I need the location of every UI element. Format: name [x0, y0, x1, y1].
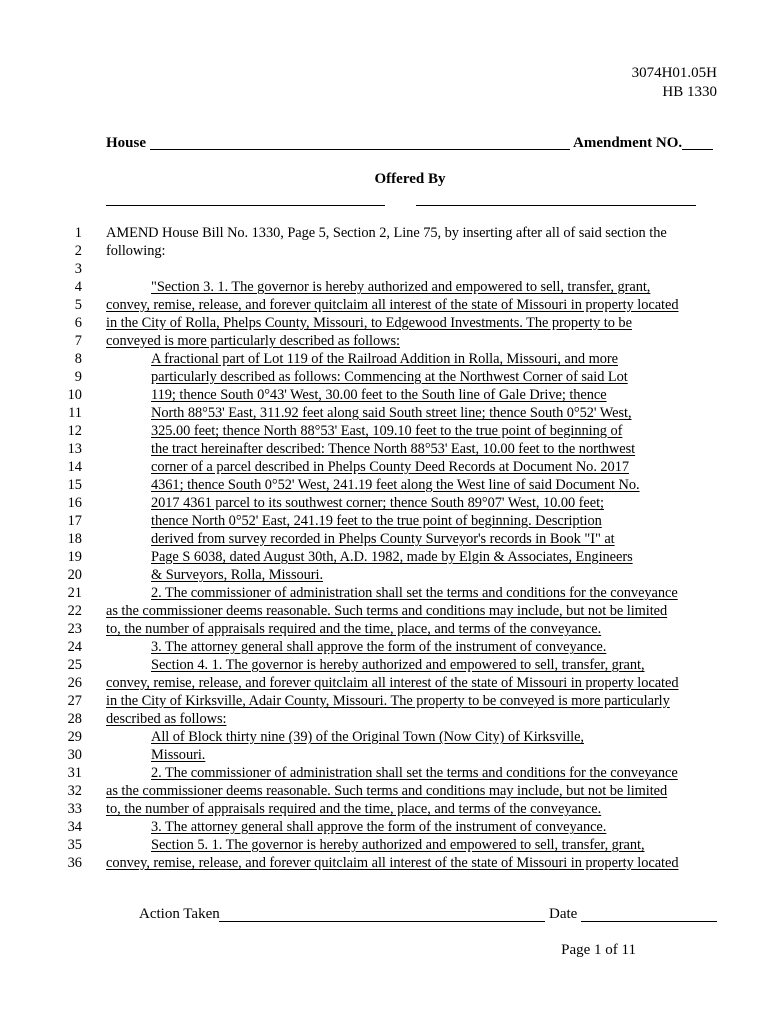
numbered-line — [0, 260, 770, 278]
bill-code: 3074H01.05H — [631, 65, 717, 81]
line-number: 1 — [74, 225, 82, 241]
line-text: North 88°53' East, 311.92 feet along said South street line; thence South 0°52' West, — [151, 405, 632, 421]
line-number: 5 — [74, 297, 82, 313]
line-text: thence North 0°52' East, 241.19 feet to the true point of beginning. Description — [151, 513, 602, 529]
line-text: 2. The commissioner of administration shall set the terms and conditions for the conveyance — [151, 585, 678, 601]
line-number: 16 — [67, 495, 82, 511]
page-number: Page 1 of 11 — [561, 942, 636, 958]
line-text: Section 5. 1. The governor is hereby authorized and empowered to sell, transfer, grant, — [151, 837, 645, 853]
line-text: as the commissioner deems reasonable. Such terms and conditions may include, but not be limited — [106, 783, 668, 799]
numbered-line — [0, 494, 770, 512]
line-number: 29 — [67, 729, 82, 745]
house-blank-rule — [150, 149, 570, 150]
bill-identifier — [632, 64, 717, 102]
numbered-line — [0, 296, 770, 314]
amendment-number-blank — [682, 149, 713, 150]
line-number: 32 — [67, 783, 82, 799]
numbered-line — [0, 854, 770, 872]
line-number: 21 — [67, 585, 82, 601]
line-number: 17 — [67, 513, 82, 529]
line-number: 23 — [67, 621, 82, 637]
line-text: 3. The attorney general shall approve the form of the instrument of conveyance. — [151, 819, 607, 835]
bill-number: HB 1330 — [662, 84, 717, 100]
line-text: "Section 3. 1. The governor is hereby authorized and empowered to sell, transfer, grant, — [151, 279, 651, 295]
line-number: 34 — [67, 819, 82, 835]
numbered-line — [0, 386, 770, 404]
line-number: 11 — [68, 405, 82, 421]
line-text: in the City of Kirksville, Adair County, Missouri. The property to be conveyed is more particularly — [106, 693, 670, 709]
offered-by-signature-rule-right — [416, 205, 696, 206]
action-taken-label: Action Taken — [139, 906, 220, 922]
numbered-line — [0, 818, 770, 836]
line-number: 7 — [74, 333, 82, 349]
line-number: 28 — [67, 711, 82, 727]
numbered-line — [0, 368, 770, 386]
numbered-line — [0, 836, 770, 854]
line-text: All of Block thirty nine (39) of the Original Town (Now City) of Kirksville, — [151, 729, 584, 745]
date-blank — [581, 921, 717, 922]
numbered-line — [0, 620, 770, 638]
line-number: 3 — [74, 261, 82, 277]
line-number: 30 — [67, 747, 82, 763]
line-text: 2017 4361 parcel to its southwest corner; thence South 89°07' West, 10.00 feet; — [151, 495, 604, 511]
line-number: 18 — [67, 531, 82, 547]
line-number: 6 — [74, 315, 82, 331]
numbered-line — [0, 332, 770, 350]
line-number: 25 — [67, 657, 82, 673]
numbered-line — [0, 782, 770, 800]
line-number: 2 — [74, 243, 82, 259]
line-text: 325.00 feet; thence North 88°53' East, 109.10 feet to the true point of beginning of — [151, 423, 623, 439]
line-text: described as follows: — [106, 711, 227, 727]
line-text: 3. The attorney general shall approve the form of the instrument of conveyance. — [151, 639, 607, 655]
line-text: convey, remise, release, and forever quitclaim all interest of the state of Missouri in property located — [106, 855, 679, 871]
numbered-line — [0, 530, 770, 548]
line-number: 10 — [67, 387, 82, 403]
line-number: 35 — [67, 837, 82, 853]
numbered-line — [0, 224, 770, 242]
numbered-line — [0, 512, 770, 530]
line-number: 13 — [67, 441, 82, 457]
line-number: 12 — [67, 423, 82, 439]
line-number: 27 — [67, 693, 82, 709]
line-number: 20 — [67, 567, 82, 583]
line-text: the tract hereinafter described: Thence North 88°53' East, 10.00 feet to the northwest — [151, 441, 636, 457]
line-text: as the commissioner deems reasonable. Such terms and conditions may include, but not be limited — [106, 603, 668, 619]
numbered-line — [0, 566, 770, 584]
numbered-line — [0, 728, 770, 746]
line-text: to, the number of appraisals required and the time, place, and terms of the conveyance. — [106, 801, 602, 817]
line-number: 33 — [67, 801, 82, 817]
line-text: particularly described as follows: Commencing at the Northwest Corner of said Lot — [151, 369, 628, 385]
house-label: House — [106, 135, 147, 151]
numbered-line — [0, 674, 770, 692]
offered-by-signature-rule-left — [106, 205, 385, 206]
numbered-line — [0, 548, 770, 566]
line-text: corner of a parcel described in Phelps County Deed Records at Document No. 2017 — [151, 459, 629, 475]
line-text: Section 4. 1. The governor is hereby authorized and empowered to sell, transfer, grant, — [151, 657, 645, 673]
numbered-line — [0, 440, 770, 458]
numbered-line — [0, 746, 770, 764]
line-number: 36 — [67, 855, 82, 871]
line-text: Page S 6038, dated August 30th, A.D. 1982, made by Elgin & Associates, Engineers — [151, 549, 633, 565]
date-label: Date — [549, 906, 578, 922]
line-text: derived from survey recorded in Phelps County Surveyor's records in Book "I" at — [151, 531, 615, 547]
line-text: 119; thence South 0°43' West, 30.00 feet to the South line of Gale Drive; thence — [151, 387, 607, 403]
line-number: 9 — [74, 369, 82, 385]
line-number: 31 — [67, 765, 82, 781]
offered-by-label: Offered By — [374, 171, 446, 187]
numbered-line — [0, 638, 770, 656]
line-number: 8 — [74, 351, 82, 367]
numbered-line — [0, 710, 770, 728]
line-number: 14 — [67, 459, 82, 475]
numbered-line — [0, 602, 770, 620]
numbered-line — [0, 242, 770, 260]
line-text: convey, remise, release, and forever quitclaim all interest of the state of Missouri in property located — [106, 297, 679, 313]
numbered-line — [0, 656, 770, 674]
line-number: 15 — [67, 477, 82, 493]
numbered-line — [0, 692, 770, 710]
line-number: 24 — [67, 639, 82, 655]
line-text: following: — [106, 243, 166, 259]
numbered-line — [0, 458, 770, 476]
line-text: Missouri. — [151, 747, 206, 763]
amendment-number-label: Amendment NO. — [573, 135, 683, 151]
line-text: convey, remise, release, and forever quitclaim all interest of the state of Missouri in property located — [106, 675, 679, 691]
numbered-line — [0, 404, 770, 422]
numbered-line — [0, 422, 770, 440]
line-number: 26 — [67, 675, 82, 691]
numbered-line — [0, 800, 770, 818]
house-amendment-line — [106, 135, 716, 155]
numbered-line — [0, 476, 770, 494]
line-text: 4361; thence South 0°52' West, 241.19 feet along the West line of said Document No. — [151, 477, 640, 493]
line-text: in the City of Rolla, Phelps County, Missouri, to Edgewood Investments. The property to be — [106, 315, 632, 331]
line-number: 4 — [74, 279, 82, 295]
numbered-line — [0, 278, 770, 296]
action-taken-row — [139, 906, 717, 926]
numbered-line — [0, 764, 770, 782]
numbered-line — [0, 584, 770, 602]
numbered-line — [0, 314, 770, 332]
line-number: 22 — [67, 603, 82, 619]
action-taken-blank — [219, 921, 545, 922]
line-text: conveyed is more particularly described as follows: — [106, 333, 400, 349]
numbered-line — [0, 350, 770, 368]
line-text: to, the number of appraisals required and the time, place, and terms of the conveyance. — [106, 621, 602, 637]
line-text: & Surveyors, Rolla, Missouri. — [151, 567, 324, 583]
line-number: 19 — [67, 549, 82, 565]
line-text: A fractional part of Lot 119 of the Railroad Addition in Rolla, Missouri, and more — [151, 351, 618, 367]
line-text: 2. The commissioner of administration shall set the terms and conditions for the conveyance — [151, 765, 678, 781]
line-text: AMEND House Bill No. 1330, Page 5, Section 2, Line 75, by inserting after all of said section the — [106, 225, 667, 241]
